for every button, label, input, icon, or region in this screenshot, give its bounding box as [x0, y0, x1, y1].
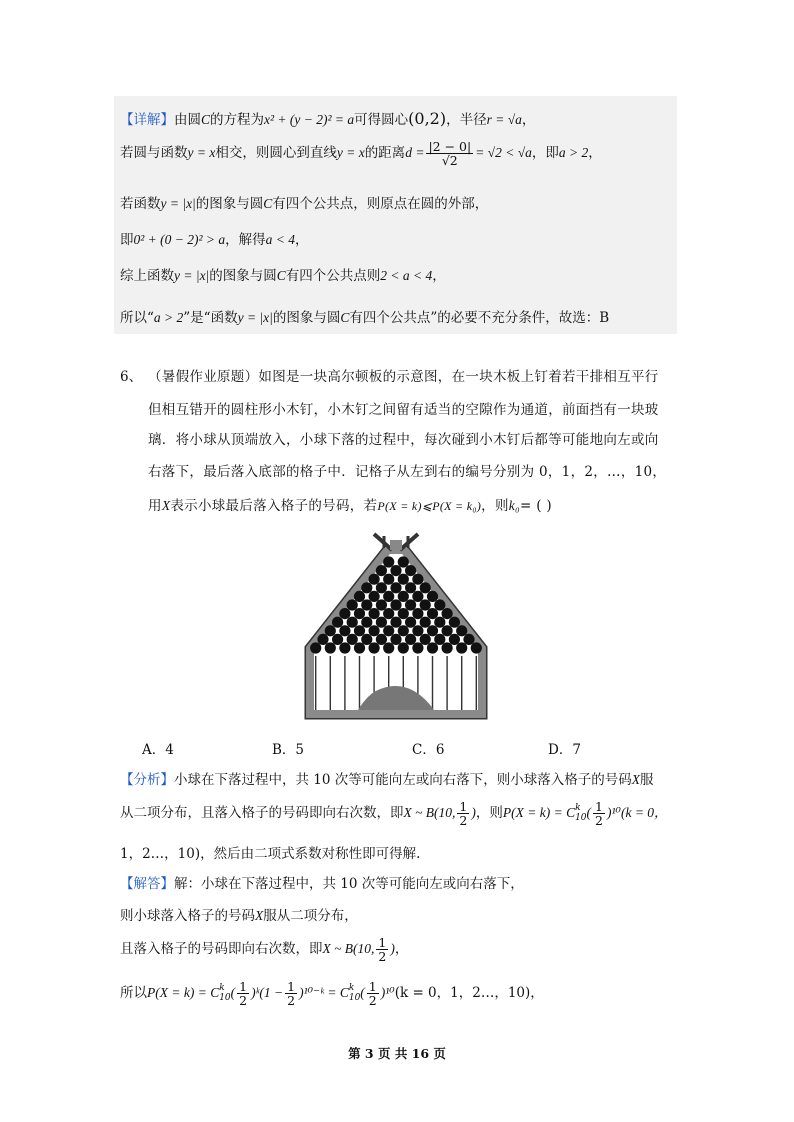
peg — [398, 591, 409, 602]
option-b[interactable]: B．5 — [272, 742, 305, 758]
peg — [354, 591, 365, 602]
peg — [347, 599, 358, 610]
analysis-tag: 【分析】 — [120, 772, 174, 788]
solution-line-4: 所以P(X = k) = C k 10 ( $\frac{1}{2}$ )ᵏ(1 − $\frac{1}{2}$ )¹⁰⁻ᵏ = C k 10 ( $\frac{1}{2}$ )¹⁰(k = 0，1，2…，10)， — [120, 979, 544, 1009]
peg — [310, 642, 321, 653]
peg — [376, 599, 387, 610]
peg — [449, 634, 460, 645]
peg — [456, 642, 467, 653]
peg — [390, 599, 401, 610]
peg — [354, 625, 365, 636]
peg — [405, 582, 416, 593]
peg — [369, 574, 380, 585]
peg — [332, 617, 343, 628]
detail-line-4: 即0² + (0 − 2)² > a，解得a < 4， — [120, 232, 309, 248]
peg — [390, 565, 401, 576]
peg — [354, 642, 365, 653]
peg — [427, 642, 438, 653]
peg — [383, 556, 394, 567]
peg — [339, 625, 350, 636]
peg — [434, 617, 445, 628]
galton-board-drawing — [306, 534, 486, 718]
peg — [398, 608, 409, 619]
detail-tag: 【详解】 — [120, 112, 174, 128]
analysis-line-2: 从二项分布，且落入格子的号码即向右次数，即X ~ B(10, $\frac{1}{2}$ )，则P(X = k) = C k 10 ( $\frac{1}{2}$ )¹⁰(k = 0， — [120, 799, 668, 829]
analysis-line-1: 【分析】小球在下落过程中，共 10 次等可能向左或向右落下，则小球落入格子的号码X服 — [120, 772, 654, 788]
peg — [412, 574, 423, 585]
probability-condition: P(X = k)⩽P(X = k₀) — [377, 499, 482, 513]
question-line-4: 右落下，最后落入底部的格子中．记格子从左到右的编号分别为 0，1，2，…，10， — [148, 464, 667, 480]
peg — [376, 634, 387, 645]
question-line-5: 用X表示小球最后落入格子的号码，若P(X = k)⩽P(X = k₀)，则k₀= ( ) — [148, 498, 552, 514]
peg — [361, 582, 372, 593]
peg — [442, 625, 453, 636]
peg — [405, 617, 416, 628]
distance-fraction: $\frac{|2 - 0|}{√2}$ — [428, 139, 472, 169]
option-d[interactable]: D．7 — [548, 742, 581, 758]
circle-radius: r = √a — [486, 112, 522, 127]
circle-equation: x² + (y − 2)² = a — [264, 112, 355, 127]
peg — [405, 599, 416, 610]
peg — [434, 634, 445, 645]
peg — [369, 591, 380, 602]
page-footer: 第 3 页 共 16 页 — [348, 1046, 446, 1061]
peg — [390, 582, 401, 593]
detail-line-2: 若圆与函数y = x相交，则圆心到直线y = x的距离d = $\frac{|2 - 0|}{√2}$ = √2 < √a，即a > 2， — [120, 139, 602, 169]
peg — [463, 634, 474, 645]
peg — [398, 625, 409, 636]
peg — [369, 625, 380, 636]
question-line-2: 但相互错开的圆柱形小木钉，小木钉之间留有适当的空隙作为通道，前面挡有一块玻 — [148, 402, 659, 418]
peg — [376, 565, 387, 576]
peg — [339, 608, 350, 619]
solution-line-3: 且落入格子的号码即向右次数，即X ~ B(10, $\frac{1}{2}$ )， — [120, 935, 409, 965]
analysis-line-3: 1，2…，10)，然后由二项式系数对称性即可得解. — [120, 846, 421, 862]
peg — [376, 617, 387, 628]
peg — [369, 608, 380, 619]
peg — [390, 634, 401, 645]
peg — [369, 642, 380, 653]
detail-line-3: 若函数y = |x|的图象与圆C有四个公共点，则原点在圆的外部， — [120, 196, 489, 212]
pegs — [310, 556, 482, 653]
peg — [361, 599, 372, 610]
peg — [376, 582, 387, 593]
peg — [471, 642, 482, 653]
peg — [442, 608, 453, 619]
peg — [427, 591, 438, 602]
detail-line-6: 所以“a > 2”是“函数y = |x|的图象与圆C有四个公共点”的必要不充分条件，故选：B — [120, 310, 610, 326]
peg — [383, 642, 394, 653]
peg — [420, 634, 431, 645]
peg — [449, 617, 460, 628]
peg — [405, 634, 416, 645]
peg — [434, 599, 445, 610]
peg — [339, 642, 350, 653]
peg — [383, 591, 394, 602]
solution-line-1: 【解答】解：小球在下落过程中，共 10 次等可能向左或向右落下， — [120, 876, 524, 892]
peg — [456, 625, 467, 636]
peg — [412, 625, 423, 636]
peg — [412, 642, 423, 653]
question-line-3: 璃．将小球从顶端放入，小球下落的过程中，每次碰到小木钉后都等可能地向左或向 — [148, 432, 659, 448]
balls-in-funnel — [390, 540, 402, 550]
solution-tag: 【解答】 — [120, 876, 174, 892]
peg — [427, 625, 438, 636]
peg — [398, 642, 409, 653]
peg — [398, 574, 409, 585]
peg — [332, 634, 343, 645]
question-line-1: （暑假作业原题）如图是一块高尔顿板的示意图，在一块木板上钉着若干排相互平行 — [148, 369, 659, 385]
peg — [325, 625, 336, 636]
galton-board-figure — [298, 532, 494, 724]
solution-line-2: 则小球落入格子的号码X服从二项分布， — [120, 908, 358, 924]
peg — [412, 591, 423, 602]
detail-line-5: 综上函数y = |x|的图象与圆C有四个公共点则2 < a < 4， — [120, 268, 446, 284]
peg — [398, 556, 409, 567]
peg — [420, 599, 431, 610]
peg — [325, 642, 336, 653]
circle-center: (0,2) — [408, 109, 447, 128]
peg — [420, 617, 431, 628]
peg — [383, 574, 394, 585]
peg — [442, 642, 453, 653]
question-number: 6、 — [120, 369, 143, 385]
peg — [427, 608, 438, 619]
peg — [354, 608, 365, 619]
detail-box — [114, 96, 677, 334]
peg — [347, 634, 358, 645]
peg — [317, 634, 328, 645]
peg — [420, 582, 431, 593]
detail-line-1: 【详解】由圆C的方程为x² + (y − 2)² = a可得圆心(0,2)，半径r = √a， — [120, 109, 536, 128]
peg — [361, 634, 372, 645]
peg — [412, 608, 423, 619]
peg — [383, 625, 394, 636]
peg — [405, 565, 416, 576]
peg — [390, 617, 401, 628]
peg — [347, 617, 358, 628]
option-c[interactable]: C．6 — [412, 742, 445, 758]
option-a[interactable]: A．4 — [142, 742, 174, 758]
peg — [383, 608, 394, 619]
peg — [361, 617, 372, 628]
